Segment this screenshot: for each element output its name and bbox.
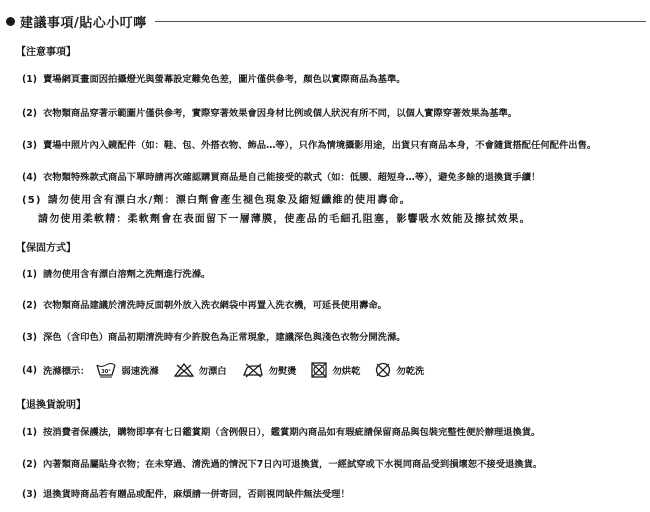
item-number: (2) xyxy=(22,300,37,311)
item-number: (3) xyxy=(22,489,37,500)
bullet-icon xyxy=(6,17,15,26)
care-symbol-label: 勿乾洗 xyxy=(396,366,425,377)
item-number: (3) xyxy=(22,332,37,343)
softener-warning-text: 請勿使用柔軟精：柔軟劑會在表面留下一層薄膜，使產品的毛細孔阻塞，影響吸水效能及擦拭效果。 xyxy=(38,214,531,225)
bleach-warning-text: 請勿使用含有漂白水/劑：漂白劑會產生褪色現象及縮短纖維的使用壽命。 xyxy=(47,195,411,206)
svg-text:30°: 30° xyxy=(101,369,112,375)
item-text: 深色（含印色）商品初期清洗時有少許脫色為正常現象，建議深色與淺色衣物分開洗滌。 xyxy=(42,332,406,343)
notice-item-5-warning xyxy=(22,194,411,207)
item-text: 按消費者保護法，購物即享有七日鑑賞期（含例假日），鑑賞期內商品如有瑕疵請保留商品與包裝完整性便於辦理退換貨。 xyxy=(42,427,541,438)
no-tumble-dry-icon xyxy=(310,362,328,378)
item-number: (1) xyxy=(22,74,37,85)
care-item-3 xyxy=(22,331,406,344)
care-symbol-no-tumble-dry xyxy=(310,362,360,378)
item-text: 退換貨時商品若有贈品或配件，麻煩請一併寄回，否則視同缺件無法受理！ xyxy=(42,489,350,500)
item-text: 賣場網頁畫面因拍攝燈光與螢幕設定難免色差，圖片僅供參考，顏色以實際商品為基準。 xyxy=(42,74,406,85)
item-number: (4) xyxy=(22,364,37,376)
care-symbol-no-bleach xyxy=(173,362,227,378)
care-symbol-label: 勿熨燙 xyxy=(268,366,297,377)
returns-heading: 【退換貨說明】 xyxy=(16,400,86,411)
section-title-row xyxy=(6,10,646,32)
care-symbol-no-dry-clean xyxy=(374,362,424,378)
returns-item-3 xyxy=(22,488,350,501)
care-symbol-no-iron xyxy=(241,362,297,378)
care-symbol-label: 勿烘乾 xyxy=(332,366,361,377)
no-iron-icon xyxy=(241,362,265,378)
returns-item-2 xyxy=(22,458,542,471)
notice-item-4 xyxy=(22,171,540,184)
item-number: (4) xyxy=(22,172,37,183)
care-symbol-label: 勿漂白 xyxy=(198,366,227,377)
no-bleach-icon xyxy=(173,362,195,378)
care-symbol-gentle-wash xyxy=(95,362,158,378)
item-number: (5) xyxy=(22,195,42,206)
item-text: 衣物類商品建議於清洗時反面朝外放入洗衣網袋中再置入洗衣機，可延長使用壽命。 xyxy=(42,300,387,311)
notice-item-3 xyxy=(22,139,596,152)
notice-item-2 xyxy=(22,107,517,120)
care-item-1 xyxy=(22,268,210,281)
item-number: (1) xyxy=(22,427,37,438)
item-text: 衣物類特殊款式商品下單時請再次確認購買商品是自己能接受的款式（如：低腰、超短身…等），避免多餘的退換貨手續！ xyxy=(42,172,541,183)
no-dry-clean-icon xyxy=(374,362,392,378)
care-symbol-label: 弱速洗滌 xyxy=(121,366,159,377)
title-divider xyxy=(155,21,646,22)
page-title: 建議事項/貼心小叮嚀 xyxy=(20,15,147,31)
item-number: (2) xyxy=(22,459,37,470)
notice-item-1 xyxy=(22,73,406,86)
item-number: (3) xyxy=(22,140,37,151)
item-text: 賣場中照片內入鏡配件（如：鞋、包、外搭衣物、飾品…等），只作為情境攝影用途，出貨只有商品本身，不會隨貨搭配任何配件出售。 xyxy=(42,140,597,151)
item-number: (2) xyxy=(22,108,37,119)
notice-heading: 【注意事項】 xyxy=(16,47,76,58)
care-heading: 【保固方式】 xyxy=(16,243,76,254)
care-symbols-label: 洗滌標示： xyxy=(42,366,90,377)
care-item-2 xyxy=(22,299,387,312)
care-item-4-symbols xyxy=(22,360,438,380)
item-text: 內著類商品屬貼身衣物；在未穿過、清洗過的情況下7日內可退換貨，一經試穿或下水視同商品受到損壞恕不接受退換貨。 xyxy=(42,459,543,470)
item-text: 衣物類商品穿著示範圖片僅供參考，實際穿著效果會因身材比例或個人狀況有所不同，以個人實際穿著效果為基準。 xyxy=(42,108,518,119)
item-number: (1) xyxy=(22,269,37,280)
returns-item-1 xyxy=(22,426,540,439)
gentle-wash-icon xyxy=(95,362,117,378)
item-text: 請勿使用含有漂白溶劑之洗劑進行洗滌。 xyxy=(42,269,211,280)
